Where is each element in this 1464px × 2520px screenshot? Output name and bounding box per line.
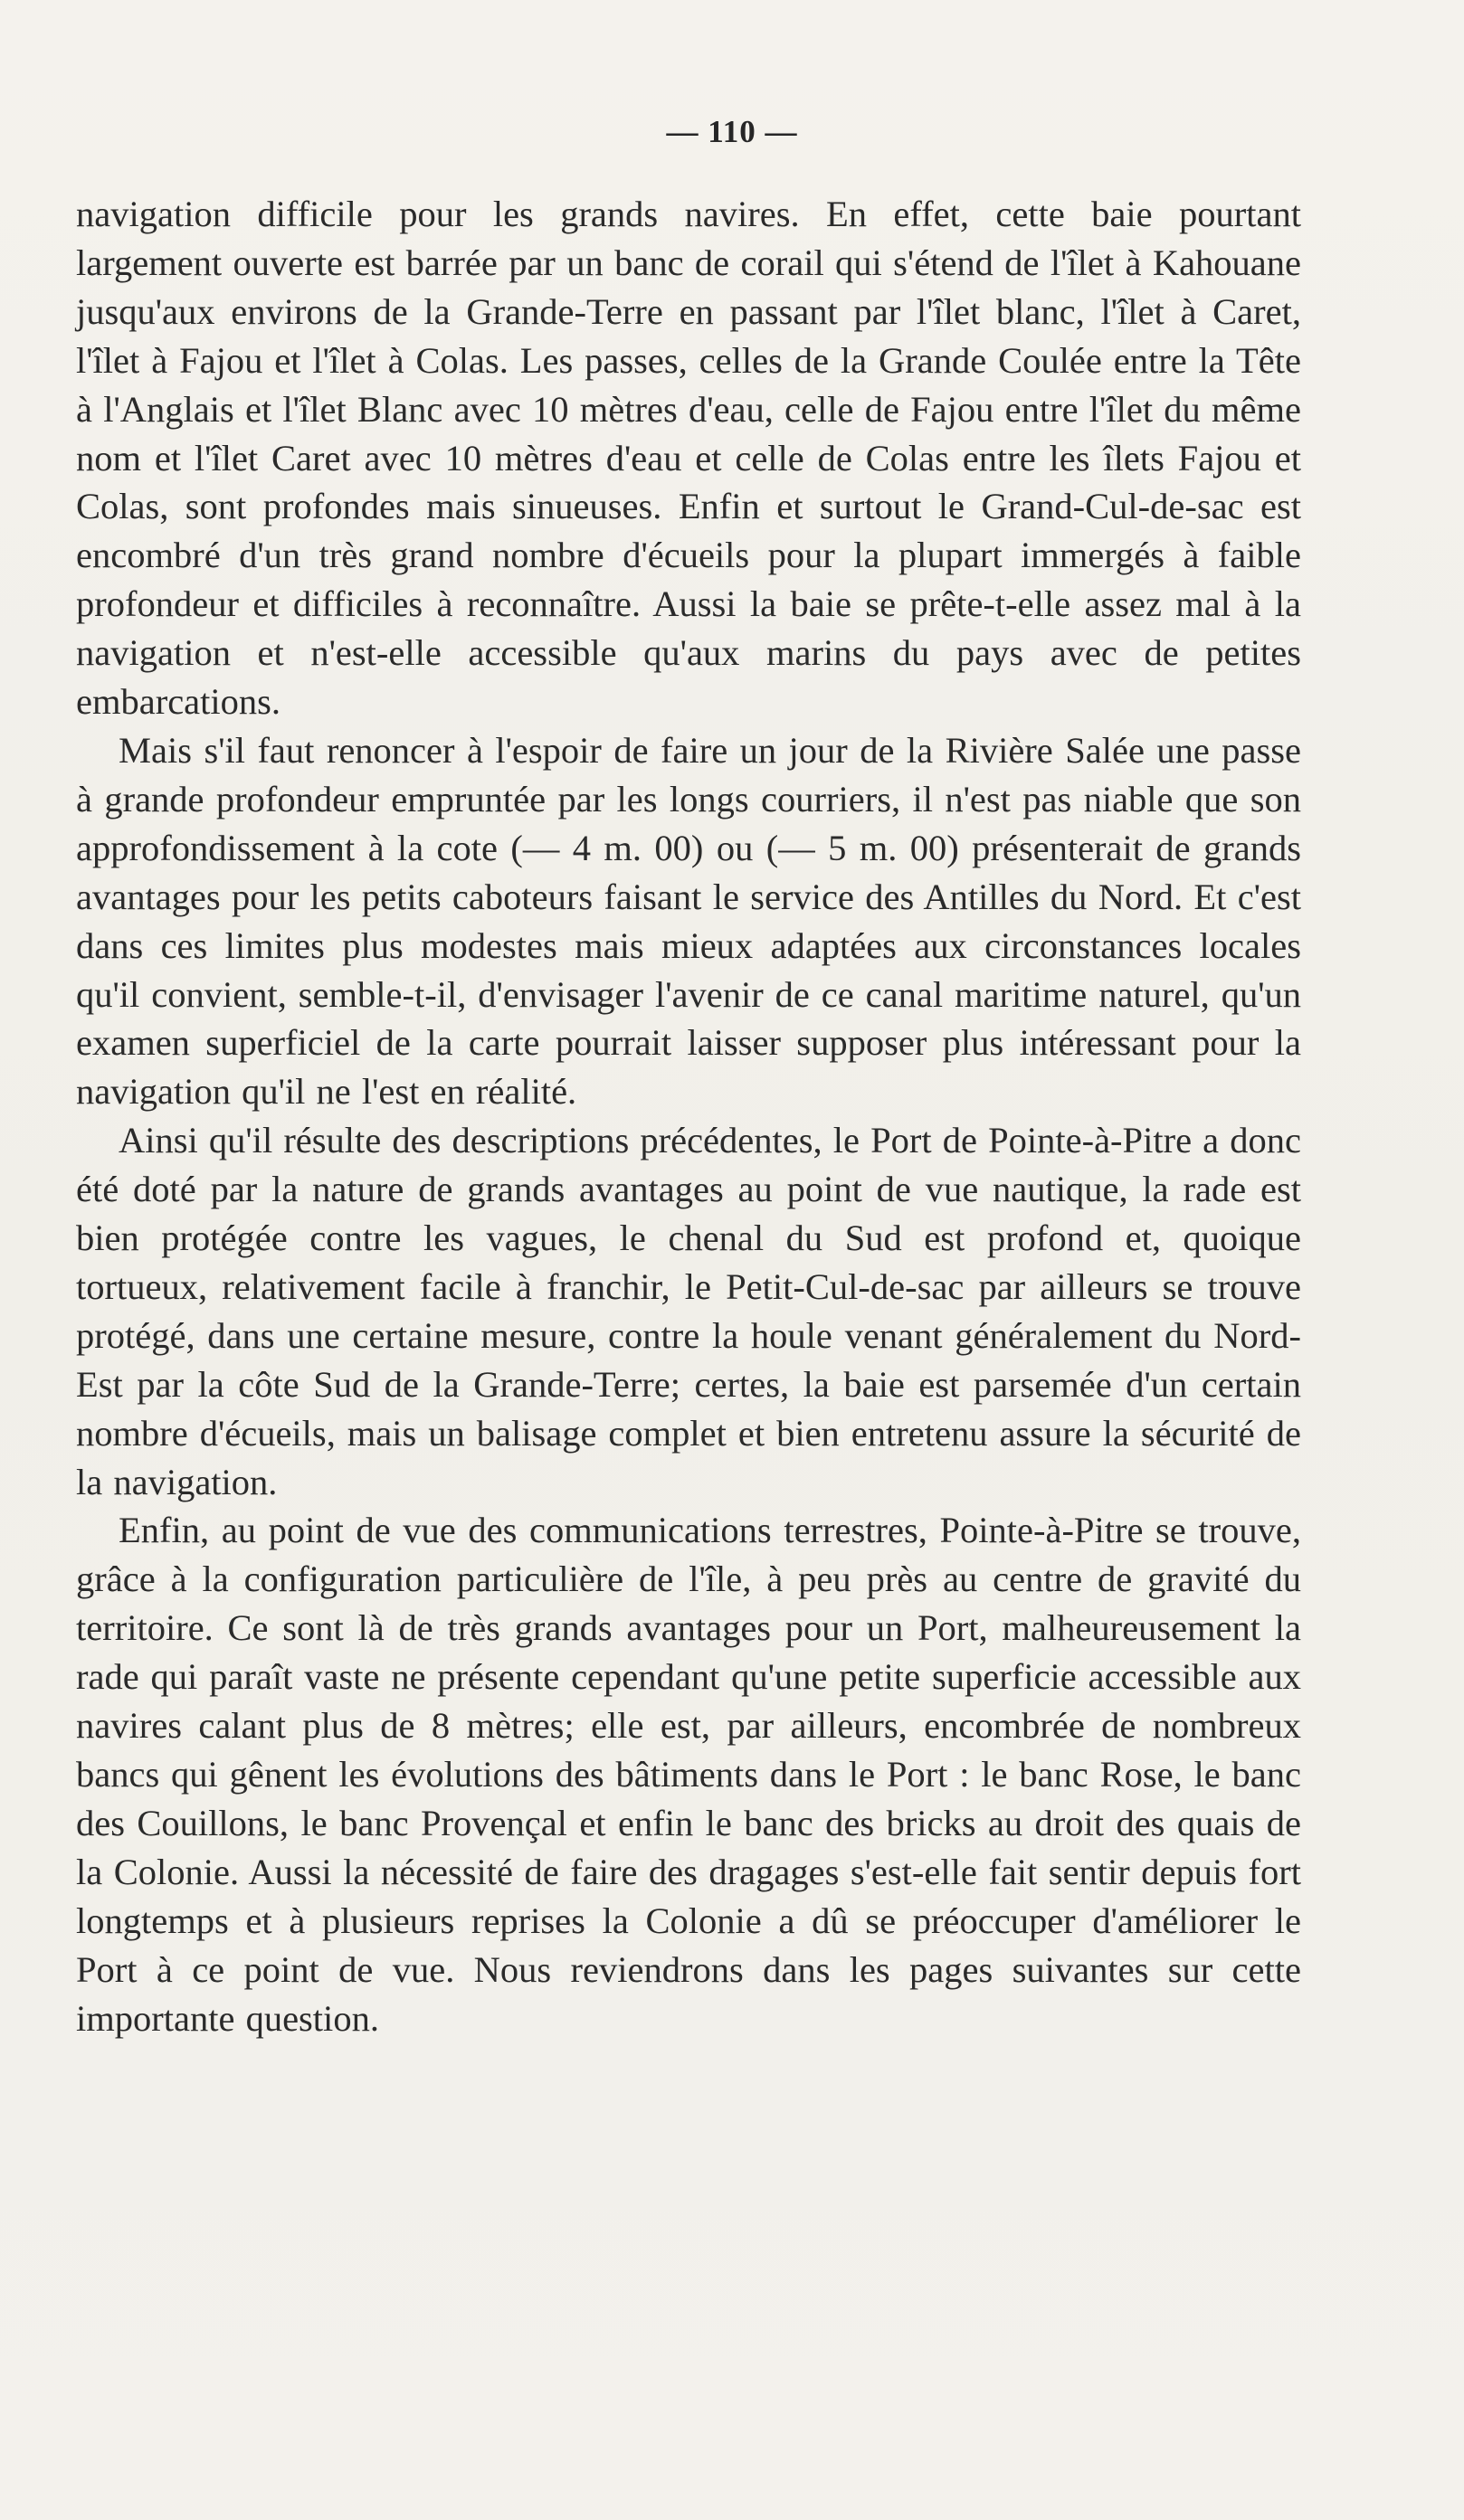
page-number: — 110 — [666,114,798,149]
paragraph-2: Mais s'il faut renoncer à l'espoir de faire un jour de la Rivière Salée une passe à grande profondeur empruntée par les longs courriers, il n'est pas niable que son approfondissement à la cote (— 4 m. 00) ou (— 5 m. 00) présenterait de grands avantages pour les petits caboteurs faisant le service des Antilles du Nord. Et c'est dans ces limites plus modestes mais mieux adaptées aux circonstances locales qu'il convient, semble-t-il, d'envisager l'avenir de ce canal maritime naturel, qu'un examen superficiel de la carte pourrait laisser supposer plus intéressant pour la navigation qu'il ne l'est en réalité. [76,729,1301,1113]
body-text [76,190,1301,2042]
paragraph-1: navigation difficile pour les grands navires. En effet, cette baie pourtant largement ouverte est barrée par un banc de corail qui s'étend de l'îlet à Kahouane jusqu'aux environs de la Grande-Terre en passant par l'îlet blanc, l'îlet à Caret, l'îlet à Fajou et l'îlet à Colas. Les passes, celles de la Grande Coulée entre la Tête à l'Anglais et l'îlet Blanc avec 10 mètres d'eau, celle de Fajou entre l'îlet du même nom et l'îlet Caret avec 10 mètres d'eau et celle de Colas entre les îlets Fajou et Colas, sont profondes mais sinueuses. Enfin et surtout le Grand-Cul-de-sac est encombré d'un très grand nombre d'écueils pour la plupart immergés à faible profondeur et difficiles à reconnaître. Aussi la baie se prête-t-elle assez mal à la navigation et n'est-elle accessible qu'aux marins du pays avec de petites embarcations. [76,194,1301,723]
paragraph-3: Ainsi qu'il résulte des descriptions précédentes, le Port de Pointe-à-Pitre a donc été doté par la nature de grands avantages au point de vue nautique, la rade est bien protégée contre les vagues, le chenal du Sud est profond et, quoique tortueux, relativement facile à franchir, le Petit-Cul-de-sac par ailleurs se trouve protégé, dans une certaine mesure, contre la houle venant généralement du Nord-Est par la côte Sud de la Grande-Terre; certes, la baie est parsemée d'un certain nombre d'écueils, mais un balisage complet et bien entretenu assure la sécurité de la navigation. [76,1120,1301,1502]
paragraph-4: Enfin, au point de vue des communications terrestres, Pointe-à-Pitre se trouve, grâce à la configuration particulière de l'île, à peu près au centre de gravité du territoire. Ce sont là de très grands avantages pour un Port, malheureusement la rade qui paraît vaste ne présente cependant qu'une petite superficie accessible aux navires calant plus de 8 mètres; elle est, par ailleurs, encombrée de nombreux bancs qui gênent les évolutions des bâtiments dans le Port : le banc Rose, le banc des Couillons, le banc Provençal et enfin le banc des bricks au droit des quais de la Colonie. Aussi la nécessité de faire des dragages s'est-elle fait sentir depuis fort longtemps et à plusieurs reprises la Colonie a dû se préoccuper d'améliorer le Port à ce point de vue. Nous reviendrons dans les pages suivantes sur cette importante question. [76,1510,1301,2039]
